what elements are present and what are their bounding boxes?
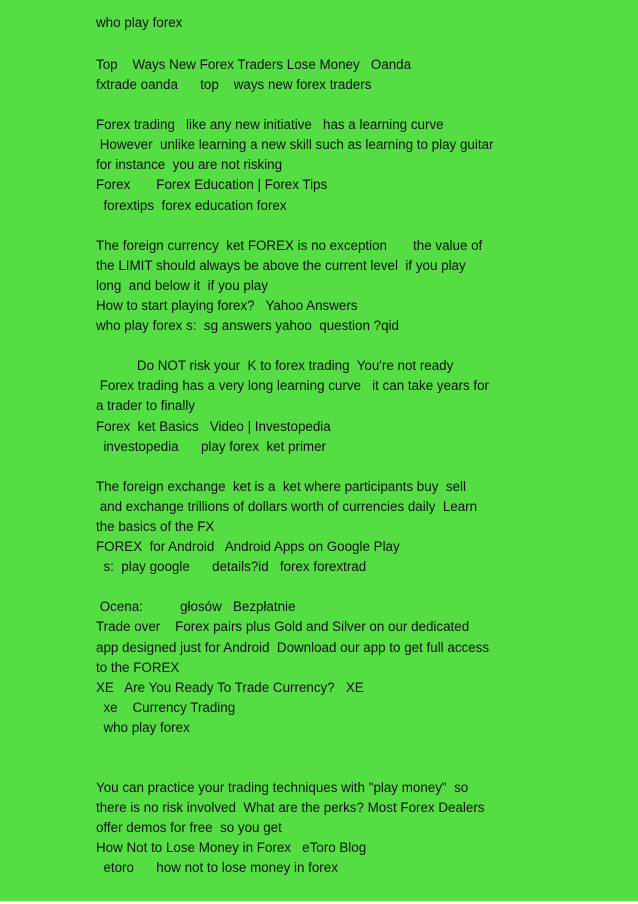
text-line: Forex trading has a very long learning curve it can take years for: [96, 378, 489, 393]
text-line: Forex Forex Education | Forex Tips: [96, 177, 328, 192]
text-line: for instance you are not risking: [96, 157, 283, 172]
text-line: How Not to Lose Money in Forex eToro Blog: [96, 840, 367, 855]
text-line: who play forex: [96, 15, 183, 30]
text-line: s: play google details?id forex forextrad: [96, 559, 367, 574]
text-line: fxtrade oanda top ways new forex traders: [96, 77, 372, 92]
text-line: Forex trading like any new initiative has a learning curve: [96, 117, 444, 132]
text-line: How to start playing forex? Yahoo Answers: [96, 298, 358, 313]
text-line: who play forex: [96, 720, 190, 735]
text-line: XE Are You Ready To Trade Currency? XE: [96, 680, 364, 695]
text-line: Ocena: głosów Bezpłatnie: [96, 599, 296, 614]
text-line: etoro how not to lose money in forex: [96, 860, 338, 875]
text-line: Forex ket Basics Video | Investopedia: [96, 419, 331, 434]
text-line: offer demos for free so you get: [96, 820, 282, 835]
text-line: However unlike learning a new skill such as learning to play guitar: [96, 137, 494, 152]
text-line: The foreign exchange ket is a ket where participants buy sell: [96, 479, 466, 494]
text-line: xe Currency Trading: [96, 700, 236, 715]
text-line: who play forex s: sg answers yahoo question ?qid: [96, 318, 399, 333]
text-line: to the FOREX: [96, 660, 180, 675]
text-line: and exchange trillions of dollars worth of currencies daily Learn: [96, 499, 478, 514]
text-line: a trader to finally: [96, 398, 195, 413]
text-line: app designed just for Android Download our app to get full access: [96, 640, 490, 655]
text-line: Trade over Forex pairs plus Gold and Silver on our dedicated: [96, 619, 470, 634]
text-line: the basics of the FX: [96, 519, 215, 534]
text-line: the LIMIT should always be above the current level if you play: [96, 258, 466, 273]
text-line: forextips forex education forex: [96, 198, 287, 213]
text-line: investopedia play forex ket primer: [96, 439, 326, 454]
text-line: long and below it if you play: [96, 278, 268, 293]
text-line: Do NOT risk your K to forex trading You're not ready: [96, 358, 454, 373]
text-line: You can practice your trading techniques with "play money" so: [96, 780, 469, 795]
text-line: Top Ways New Forex Traders Lose Money Oanda: [96, 57, 412, 72]
text-line: FOREX for Android Android Apps on Google Play: [96, 539, 400, 554]
text-line: The foreign currency ket FOREX is no exception the value of: [96, 238, 483, 253]
text-line: there is no risk involved What are the perks? Most Forex Dealers: [96, 800, 485, 815]
